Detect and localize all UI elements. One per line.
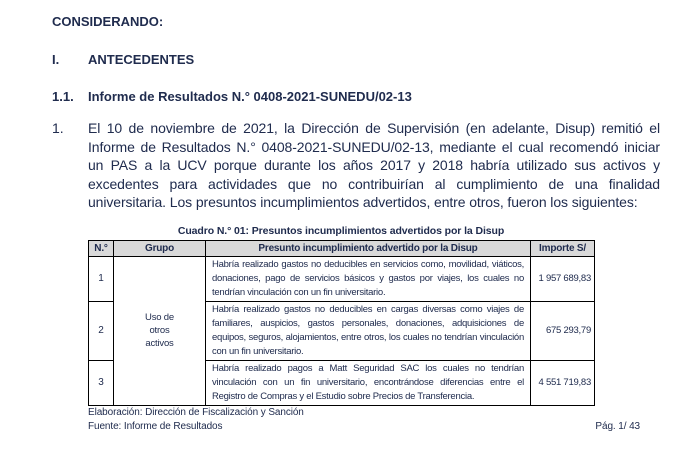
table-header-row — [89, 240, 595, 256]
row-3-number: 3 — [89, 360, 114, 405]
elaboracion-note: Elaboración: Dirección de Fiscalización y Sanción — [88, 406, 304, 418]
section-antecedentes — [52, 52, 660, 68]
paragraph-text: El 10 de noviembre de 2021, la Dirección de Supervisión (en adelante, Disup) remitió el Informe de Resultados N.° 0408-2021-SUNEDU/02-13, mediante el cual recomendó iniciar un PAS a la UCV porque durante los años 2017 y 2018 habría utilizado sus activos y excedentes para actividades que no contribuirían al cumplimiento de una finalidad universitaria. Los presuntos incumplimientos advertidos, entre otros, fueron los siguientes: — [88, 120, 660, 210]
table-section — [88, 225, 594, 434]
paragraph-number: 1. — [52, 120, 64, 136]
row-2-desc: Habría realizado gastos no deducibles en cargas diversas como viajes de familiares, auspicios, gastos personales, donaciones, adquisiciones de equipos, seguros, alojamientos, entre otros, los cuales no tendrían vinculación con un fin universitario. — [206, 301, 531, 360]
row-1-desc: Habría realizado gastos no deducibles en servicios como, movilidad, viáticos, donaciones, pago de servicios básicos y gastos por viajes, los cuales no tendrían vinculación con un fin universitario. — [206, 256, 531, 301]
considerando-heading: CONSIDERANDO: — [52, 14, 164, 29]
page-number: Pág. 1/ 43 — [595, 421, 640, 432]
row-2-number: 2 — [89, 301, 114, 360]
subsection-number: 1.1. — [52, 89, 74, 104]
row-1-number: 1 — [89, 256, 114, 301]
col-header-grupo: Grupo — [114, 240, 206, 256]
row-1-importe: 1 957 689,83 — [531, 256, 595, 301]
row-3-importe: 4 551 719,83 — [531, 360, 595, 405]
group-cell: Uso de otros activos — [114, 256, 206, 405]
fuente-note: Fuente: Informe de Resultados — [88, 420, 223, 432]
col-header-presunto: Presunto incumplimiento advertido por la Disup — [206, 240, 531, 256]
col-header-importe: Importe S/ — [531, 240, 595, 256]
row-3-desc: Habría realizado pagos a Matt Seguridad SAC los cuales no tendrían vinculación con un fin universitario, encontrándose diferencias entre el Registro de Compras y el Estudio sobre Precios de Transferencia. — [206, 360, 531, 405]
row-2-importe: 675 293,79 — [531, 301, 595, 360]
col-header-numero: N.° — [89, 240, 114, 256]
table-row — [89, 256, 595, 301]
table-title: Cuadro N.° 01: Presuntos incumplimientos advertidos por la Disup — [177, 224, 505, 237]
section-number: I. — [52, 52, 60, 67]
subsection-informe — [52, 89, 660, 105]
numbered-paragraph — [52, 119, 660, 212]
section-title: ANTECEDENTES — [88, 52, 195, 67]
incumplimientos-table — [88, 240, 595, 406]
subsection-title: Informe de Resultados N.° 0408-2021-SUNEDU/02-13 — [88, 89, 412, 104]
